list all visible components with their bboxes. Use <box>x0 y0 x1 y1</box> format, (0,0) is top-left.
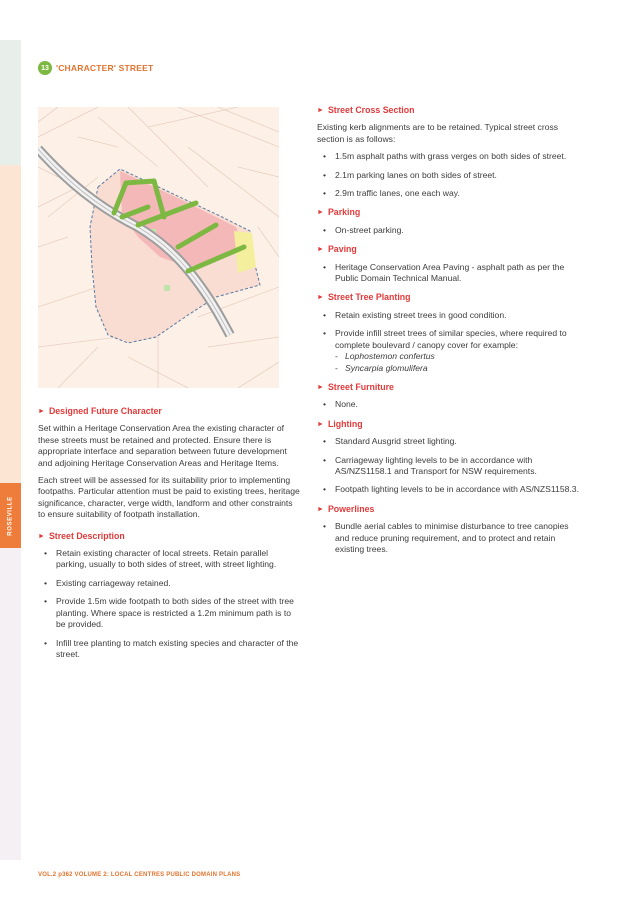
section-heading-text: Powerlines <box>327 503 375 514</box>
right-column <box>317 105 579 563</box>
triangle-arrow-icon: ► <box>317 505 324 513</box>
paragraph: Existing kerb alignments are to be retained. Typical street cross section is as follows: <box>317 122 559 144</box>
section-heading <box>317 382 579 393</box>
list-item: • Retain existing character of local streets. Retain parallel parking, usually to both sides of street, with street lighting. <box>38 548 300 571</box>
section-heading-text: Paving <box>327 244 357 255</box>
list-item <box>317 328 579 374</box>
section-heading <box>38 406 300 417</box>
bullet-list <box>38 548 300 660</box>
list-item: • 2.1m parking lanes on both sides of street. <box>317 170 579 181</box>
section-street-description <box>38 531 300 661</box>
bullet-list <box>317 151 579 199</box>
section-number-badge: 13 <box>38 61 52 75</box>
paragraph: Set within a Heritage Conservation Area the existing character of these streets must be retained and protected. Ensure there is appropriate interface and separation between future development and adjoining Heritage Conservation Areas and Heritage Items. <box>38 423 287 468</box>
left-column <box>38 406 300 668</box>
section-heading <box>317 105 579 116</box>
list-item: • Bundle aerial cables to minimise disturbance to tree canopies and reduce pruning requirement, and to protect and retain existing trees. <box>317 521 579 555</box>
section-street-tree-planting <box>317 292 579 373</box>
section-heading <box>38 531 300 542</box>
section-heading <box>317 244 579 255</box>
triangle-arrow-icon: ► <box>317 383 324 391</box>
side-tab-label: ROSEVILLE <box>7 495 14 536</box>
location-map <box>38 107 279 388</box>
side-strip-middle <box>0 165 21 483</box>
section-designed-future-character <box>38 406 300 521</box>
section-heading-text: Lighting <box>327 418 363 429</box>
list-item: • Footpath lighting levels to be in accordance with AS/NZS1158.3. <box>317 484 579 495</box>
species-item: - Lophostemon confertus <box>335 351 579 362</box>
side-strip-bottom <box>0 548 21 860</box>
section-lighting <box>317 419 579 496</box>
list-item: • 1.5m asphalt paths with grass verges on both sides of street. <box>317 151 579 162</box>
triangle-arrow-icon: ► <box>317 107 324 114</box>
bullet-list <box>317 262 579 285</box>
bullet-list <box>317 521 579 555</box>
triangle-arrow-icon: ► <box>38 532 45 540</box>
page-title: 'CHARACTER' STREET <box>56 63 154 73</box>
map-svg <box>38 107 279 388</box>
list-item: • Standard Ausgrid street lighting. <box>317 436 579 447</box>
list-item: • Infill tree planting to match existing species and character of the street. <box>38 638 300 661</box>
triangle-arrow-icon: ► <box>317 420 324 428</box>
section-heading-text: Parking <box>327 207 361 218</box>
list-item: • Retain existing street trees in good condition. <box>317 310 579 321</box>
paragraph: Each street will be assessed for its suitability prior to implementing footpaths. Particular attention must be paid to existing trees, heritage significance, character, verge width, landform and other constraints to ensure suitability of footpath installation. <box>38 475 300 520</box>
triangle-arrow-icon: ► <box>317 246 324 254</box>
list-item: • Carriageway lighting levels to be in accordance with AS/NZS1158.1 and Transport for NSW requirements. <box>317 455 579 478</box>
list-item: • Provide 1.5m wide footpath to both sides of the street with tree planting. Where space is restricted a 1.2m minimum path is to be provided. <box>38 596 300 630</box>
list-item: • Existing carriageway retained. <box>38 578 300 589</box>
side-strip-top <box>0 40 21 165</box>
page-footer: VOL.2 p362 VOLUME 2: LOCAL CENTRES PUBLIC DOMAIN PLANS <box>38 872 241 878</box>
species-item: - Syncarpia glomulifera <box>335 363 579 374</box>
section-heading-text: Street Tree Planting <box>327 292 411 303</box>
list-item: • On-street parking. <box>317 225 579 236</box>
bullet-list <box>317 399 579 410</box>
section-parking <box>317 207 579 236</box>
section-heading <box>317 419 579 430</box>
triangle-arrow-icon: ► <box>317 209 324 217</box>
section-powerlines <box>317 504 579 556</box>
section-paving <box>317 244 579 284</box>
page-header <box>38 61 153 75</box>
section-heading-text: Designed Future Character <box>48 406 162 416</box>
section-heading-text: Street Cross Section <box>327 105 415 115</box>
section-street-furniture <box>317 382 579 411</box>
section-heading <box>317 292 579 303</box>
bullet-list <box>317 225 579 236</box>
triangle-arrow-icon: ► <box>317 294 324 302</box>
triangle-arrow-icon: ► <box>38 408 45 415</box>
section-heading-text: Street Description <box>48 530 125 541</box>
bullet-list <box>317 436 579 496</box>
list-item: • 2.9m traffic lanes, one each way. <box>317 188 579 199</box>
section-heading-text: Street Furniture <box>327 381 394 392</box>
list-item: • None. <box>317 399 579 410</box>
section-heading <box>317 504 579 515</box>
species-list <box>335 351 579 374</box>
section-heading <box>317 207 579 218</box>
list-item: • Heritage Conservation Area Paving - asphalt path as per the Public Domain Technical Manual. <box>317 262 579 285</box>
section-street-cross-section <box>317 105 579 199</box>
list-item-text: Provide infill street trees of similar species, where required to complete boulevard / canopy cover for example: <box>335 328 567 350</box>
bullet-list <box>317 310 579 374</box>
side-tab-label-wrap <box>2 483 19 548</box>
